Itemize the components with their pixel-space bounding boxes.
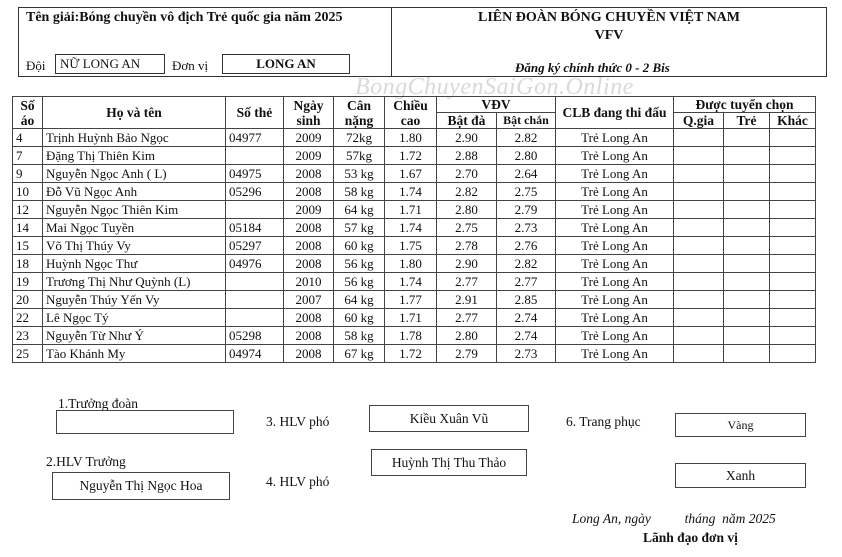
weight-cell: 58 kg [334, 183, 385, 201]
card-number-cell: 04976 [226, 255, 284, 273]
birth-year-cell: 2008 [284, 327, 334, 345]
club-cell: Trẻ Long An [556, 273, 674, 291]
height-cell: 1.74 [385, 273, 437, 291]
other-mark-cell [770, 201, 816, 219]
player-name-cell: Đặng Thị Thiên Kim [43, 147, 226, 165]
block-reach-cell: 2.73 [497, 345, 556, 363]
player-name-cell: Mai Ngọc Tuyền [43, 219, 226, 237]
row-number-cell: 9 [13, 165, 43, 183]
table-row [13, 201, 816, 219]
federation-name: LIÊN ĐOÀN BÓNG CHUYỀN VIỆT NAM [477, 10, 740, 25]
table-row [13, 255, 816, 273]
height-cell: 1.77 [385, 291, 437, 309]
other-mark-cell [770, 327, 816, 345]
block-reach-cell: 2.73 [497, 219, 556, 237]
head-coach-box [52, 472, 230, 500]
birth-year-cell: 2008 [284, 183, 334, 201]
national-mark-cell [674, 309, 724, 327]
head-coach-label: 2.HLV Trưởng [46, 454, 126, 469]
height-cell: 1.80 [385, 255, 437, 273]
player-name-cell: Huỳnh Ngọc Thư [43, 255, 226, 273]
col-vdv: VĐV [437, 97, 556, 113]
youth-mark-cell [724, 345, 770, 363]
birth-year-cell: 2008 [284, 237, 334, 255]
col-club: CLB đang thi đấu [556, 97, 674, 129]
youth-mark-cell [724, 309, 770, 327]
row-number-cell: 22 [13, 309, 43, 327]
table-row [13, 291, 816, 309]
height-cell: 1.74 [385, 219, 437, 237]
height-cell: 1.78 [385, 327, 437, 345]
block-reach-cell: 2.74 [497, 309, 556, 327]
card-number-cell: 04977 [226, 129, 284, 147]
col-weight: Cân nặng [334, 97, 385, 129]
spike-reach-cell: 2.80 [437, 201, 497, 219]
block-reach-cell: 2.77 [497, 273, 556, 291]
weight-cell: 60 kg [334, 309, 385, 327]
birth-year-cell: 2008 [284, 219, 334, 237]
table-row [13, 129, 816, 147]
birth-year-cell: 2008 [284, 309, 334, 327]
birth-year-cell: 2008 [284, 165, 334, 183]
player-name-cell: Nguyễn Thúy Yến Vy [43, 291, 226, 309]
uniform-secondary-value: Xanh [725, 468, 756, 483]
uniform-primary-value: Vàng [727, 418, 754, 432]
weight-cell: 58 kg [334, 327, 385, 345]
other-mark-cell [770, 165, 816, 183]
spike-reach-cell: 2.77 [437, 273, 497, 291]
block-reach-cell: 2.76 [497, 237, 556, 255]
weight-cell: 57 kg [334, 219, 385, 237]
other-mark-cell [770, 219, 816, 237]
birth-year-cell: 2008 [284, 255, 334, 273]
row-number-cell: 20 [13, 291, 43, 309]
player-name-cell: Nguyễn Từ Như Ý [43, 327, 226, 345]
height-cell: 1.72 [385, 147, 437, 165]
national-mark-cell [674, 219, 724, 237]
uniform-primary-box [675, 413, 806, 437]
youth-mark-cell [724, 237, 770, 255]
uniform-secondary-box [675, 463, 806, 488]
youth-mark-cell [724, 165, 770, 183]
player-name-cell: Đỗ Vũ Ngọc Anh [43, 183, 226, 201]
col-national: Q.gia [674, 113, 724, 129]
height-cell: 1.71 [385, 201, 437, 219]
other-mark-cell [770, 183, 816, 201]
birth-year-cell: 2009 [284, 129, 334, 147]
block-reach-cell: 2.80 [497, 147, 556, 165]
club-cell: Trẻ Long An [556, 129, 674, 147]
spike-reach-cell: 2.88 [437, 147, 497, 165]
club-cell: Trẻ Long An [556, 183, 674, 201]
row-number-cell: 14 [13, 219, 43, 237]
weight-cell: 57kg [334, 147, 385, 165]
youth-mark-cell [724, 147, 770, 165]
registration-note: Đăng ký chính thức 0 - 2 Bis [515, 60, 670, 75]
youth-mark-cell [724, 255, 770, 273]
club-cell: Trẻ Long An [556, 219, 674, 237]
weight-cell: 72kg [334, 129, 385, 147]
table-header-row [13, 97, 816, 113]
spike-reach-cell: 2.70 [437, 165, 497, 183]
federation-abbr: VFV [594, 28, 624, 43]
signatory-title: Lãnh đạo đơn vị [643, 530, 738, 545]
col-selected: Được tuyển chọn [674, 97, 816, 113]
table-row [13, 237, 816, 255]
national-mark-cell [674, 237, 724, 255]
row-number-cell: 23 [13, 327, 43, 345]
national-mark-cell [674, 345, 724, 363]
card-number-cell: 05184 [226, 219, 284, 237]
national-mark-cell [674, 327, 724, 345]
height-cell: 1.72 [385, 345, 437, 363]
height-cell: 1.74 [385, 183, 437, 201]
spike-reach-cell: 2.79 [437, 345, 497, 363]
unit-field [222, 54, 350, 74]
youth-mark-cell [724, 273, 770, 291]
block-reach-cell: 2.74 [497, 327, 556, 345]
row-number-cell: 19 [13, 273, 43, 291]
player-name-cell: Lê Ngọc Tý [43, 309, 226, 327]
block-reach-cell: 2.75 [497, 183, 556, 201]
weight-cell: 56 kg [334, 273, 385, 291]
youth-mark-cell [724, 219, 770, 237]
table-row [13, 219, 816, 237]
team-leader-label: 1.Trưởng đoàn [58, 396, 138, 411]
row-number-cell: 7 [13, 147, 43, 165]
col-dob: Ngày sinh [284, 97, 334, 129]
club-cell: Trẻ Long An [556, 147, 674, 165]
height-cell: 1.67 [385, 165, 437, 183]
other-mark-cell [770, 129, 816, 147]
card-number-cell: 05298 [226, 327, 284, 345]
head-coach-value: Nguyễn Thị Ngọc Hoa [79, 478, 203, 493]
card-number-cell [226, 291, 284, 309]
spike-reach-cell: 2.77 [437, 309, 497, 327]
weight-cell: 67 kg [334, 345, 385, 363]
player-name-cell: Tào Khánh My [43, 345, 226, 363]
table-row [13, 309, 816, 327]
youth-mark-cell [724, 291, 770, 309]
player-name-cell: Trương Thị Như Quỳnh (L) [43, 273, 226, 291]
height-cell: 1.71 [385, 309, 437, 327]
col-block: Bật chắn [497, 113, 556, 129]
club-cell: Trẻ Long An [556, 345, 674, 363]
youth-mark-cell [724, 327, 770, 345]
national-mark-cell [674, 255, 724, 273]
birth-year-cell: 2008 [284, 345, 334, 363]
spike-reach-cell: 2.91 [437, 291, 497, 309]
col-no: Số áo [13, 97, 43, 129]
weight-cell: 53 kg [334, 165, 385, 183]
roster-table [12, 96, 816, 363]
club-cell: Trẻ Long An [556, 201, 674, 219]
player-name-cell: Nguyễn Ngọc Anh ( L) [43, 165, 226, 183]
table-row [13, 165, 816, 183]
col-youth: Trẻ [724, 113, 770, 129]
block-reach-cell: 2.82 [497, 129, 556, 147]
col-name: Họ và tên [43, 97, 226, 129]
table-row [13, 147, 816, 165]
row-number-cell: 12 [13, 201, 43, 219]
block-reach-cell: 2.79 [497, 201, 556, 219]
birth-year-cell: 2009 [284, 147, 334, 165]
unit-value: LONG AN [256, 56, 316, 71]
team-field [55, 54, 165, 74]
club-cell: Trẻ Long An [556, 309, 674, 327]
weight-cell: 64 kg [334, 291, 385, 309]
row-number-cell: 18 [13, 255, 43, 273]
club-cell: Trẻ Long An [556, 291, 674, 309]
table-row [13, 273, 816, 291]
other-mark-cell [770, 309, 816, 327]
national-mark-cell [674, 129, 724, 147]
block-reach-cell: 2.85 [497, 291, 556, 309]
row-number-cell: 4 [13, 129, 43, 147]
unit-label: Đơn vị [172, 58, 209, 73]
col-spike: Bật đà [437, 113, 497, 129]
player-name-cell: Nguyễn Ngọc Thiên Kim [43, 201, 226, 219]
assistant-coach-1-label: 3. HLV phó [266, 414, 330, 429]
row-number-cell: 10 [13, 183, 43, 201]
table-row [13, 345, 816, 363]
weight-cell: 56 kg [334, 255, 385, 273]
height-cell: 1.75 [385, 237, 437, 255]
spike-reach-cell: 2.80 [437, 327, 497, 345]
place-date: Long An, ngày tháng năm 2025 [572, 511, 776, 526]
card-number-cell [226, 147, 284, 165]
assistant-coach-1-box [369, 405, 529, 432]
club-cell: Trẻ Long An [556, 237, 674, 255]
national-mark-cell [674, 201, 724, 219]
other-mark-cell [770, 273, 816, 291]
club-cell: Trẻ Long An [556, 165, 674, 183]
col-card: Số thẻ [226, 97, 284, 129]
block-reach-cell: 2.82 [497, 255, 556, 273]
card-number-cell [226, 201, 284, 219]
uniform-label: 6. Trang phục [566, 414, 641, 429]
weight-cell: 64 kg [334, 201, 385, 219]
club-cell: Trẻ Long An [556, 255, 674, 273]
other-mark-cell [770, 237, 816, 255]
assistant-coach-2-label: 4. HLV phó [266, 474, 330, 489]
block-reach-cell: 2.64 [497, 165, 556, 183]
card-number-cell [226, 273, 284, 291]
card-number-cell: 05296 [226, 183, 284, 201]
team-label: Đội [26, 58, 46, 73]
competition-title: Tên giải:Bóng chuyền vô địch Trẻ quốc gia năm 2025 [26, 10, 343, 25]
team-value: NỮ LONG AN [60, 56, 141, 71]
spike-reach-cell: 2.75 [437, 219, 497, 237]
other-mark-cell [770, 147, 816, 165]
card-number-cell: 04975 [226, 165, 284, 183]
spike-reach-cell: 2.82 [437, 183, 497, 201]
birth-year-cell: 2009 [284, 201, 334, 219]
birth-year-cell: 2007 [284, 291, 334, 309]
national-mark-cell [674, 183, 724, 201]
national-mark-cell [674, 147, 724, 165]
card-number-cell [226, 309, 284, 327]
assistant-coach-2-box [371, 449, 527, 476]
row-number-cell: 15 [13, 237, 43, 255]
table-row [13, 327, 816, 345]
national-mark-cell [674, 291, 724, 309]
youth-mark-cell [724, 201, 770, 219]
other-mark-cell [770, 255, 816, 273]
watermark: BongChuyenSaiGon.Online [355, 74, 634, 100]
col-other: Khác [770, 113, 816, 129]
assistant-coach-2-value: Huỳnh Thị Thu Thảo [391, 455, 507, 470]
height-cell: 1.80 [385, 129, 437, 147]
card-number-cell: 04974 [226, 345, 284, 363]
national-mark-cell [674, 273, 724, 291]
team-leader-box [56, 410, 234, 434]
other-mark-cell [770, 291, 816, 309]
birth-year-cell: 2010 [284, 273, 334, 291]
youth-mark-cell [724, 183, 770, 201]
weight-cell: 60 kg [334, 237, 385, 255]
spike-reach-cell: 2.90 [437, 129, 497, 147]
player-name-cell: Trịnh Huỳnh Bảo Ngọc [43, 129, 226, 147]
col-height: Chiều cao [385, 97, 437, 129]
youth-mark-cell [724, 129, 770, 147]
spike-reach-cell: 2.78 [437, 237, 497, 255]
card-number-cell: 05297 [226, 237, 284, 255]
table-row [13, 183, 816, 201]
national-mark-cell [674, 165, 724, 183]
player-name-cell: Võ Thị Thúy Vy [43, 237, 226, 255]
other-mark-cell [770, 345, 816, 363]
assistant-coach-1-value: Kiều Xuân Vũ [409, 411, 489, 426]
row-number-cell: 25 [13, 345, 43, 363]
spike-reach-cell: 2.90 [437, 255, 497, 273]
club-cell: Trẻ Long An [556, 327, 674, 345]
